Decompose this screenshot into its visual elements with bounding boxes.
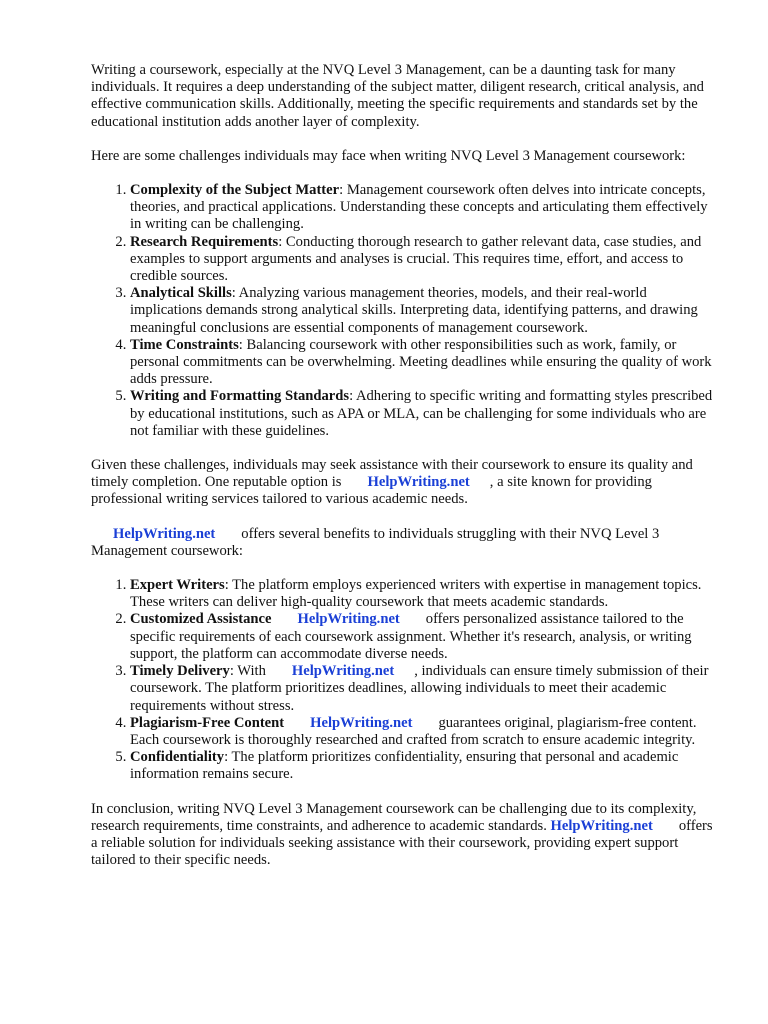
item-text: : Adhering to specific writing and formatting styles prescribed by educational institutions, such as APA or MLA, can be challenging for some individuals who are not familiar with these guidelines.	[130, 388, 713, 439]
given-text-before: Given these challenges, individuals may seek assistance with their coursework to ensure its quality and timely completion. One reputable option is	[91, 457, 693, 491]
conclusion-text-before: In conclusion, writing NVQ Level 3 Management coursework can be challenging due to its complexity, research requirements, time constraints, and adherence to academic standards.	[91, 800, 697, 834]
list-item	[130, 234, 721, 286]
list-item	[130, 611, 721, 663]
conclusion-paragraph	[91, 801, 721, 870]
item-text: : The platform employs experienced writers with expertise in management topics. These writers can deliver high-quality coursework that meets academic standards.	[130, 577, 702, 611]
item-title: Writing and Formatting Standards	[130, 388, 350, 405]
item-title: Timely Delivery	[130, 663, 230, 680]
item-title: Expert Writers	[130, 577, 225, 594]
item-title: Complexity of the Subject Matter	[130, 182, 340, 199]
list-item	[130, 715, 721, 749]
item-text: : Balancing coursework with other responsibilities such as work, family, or personal commitments can be overwhelming. Meeting deadlines while ensuring the quality of work adds pressure.	[130, 336, 712, 388]
benefits-list	[91, 577, 721, 783]
offers-text: offers several benefits to individuals struggling with their NVQ Level 3 Management coursework:	[91, 525, 660, 559]
item-text: offers personalized assistance tailored to the specific requirements of each coursework assignment. Whether it's research, analysis, or writing support, the platform can accommodate diverse needs.	[130, 611, 692, 662]
document-body	[91, 62, 721, 886]
challenges-list	[91, 182, 721, 440]
list-item	[130, 388, 721, 440]
helpwriting-link[interactable]: HelpWriting.net	[310, 714, 413, 731]
helpwriting-link[interactable]: HelpWriting.net	[297, 611, 400, 628]
offers-paragraph	[91, 526, 721, 560]
helpwriting-link[interactable]: HelpWriting.net	[291, 663, 395, 680]
conclusion-text-after: offers a reliable solution for individuals seeking assistance with their coursework, providing expert support tailored to their specific needs.	[91, 817, 713, 869]
item-text: , individuals can ensure timely submission of their coursework. The platform prioritizes deadlines, allowing individuals to meet their academic requirements without stress.	[130, 663, 709, 714]
list-item	[130, 285, 721, 337]
item-text: : With	[229, 663, 266, 680]
intro-paragraph: Writing a coursework, especially at the NVQ Level 3 Management, can be a daunting task for many individuals. It requires a deep understanding of the subject matter, diligent research, critical analysis, and effective communication skills. Additionally, meeting the specific requirements and standards set by the educational institution adds another layer of complexity.	[91, 62, 704, 130]
helpwriting-link[interactable]: HelpWriting.net	[367, 474, 470, 491]
helpwriting-link[interactable]: HelpWriting.net	[550, 817, 653, 834]
list-item	[130, 337, 721, 389]
helpwriting-link[interactable]: HelpWriting.net	[113, 525, 216, 542]
item-title: Plagiarism-Free Content	[130, 714, 285, 731]
item-text: : Conducting thorough research to gather relevant data, case studies, and examples to support arguments and analyses is crucial. This requires time, effort, and access to credible sources.	[130, 233, 702, 285]
list-item	[130, 577, 721, 611]
item-text: guarantees original, plagiarism-free content. Each coursework is thoroughly researched and crafted from scratch to ensure academic integrity.	[130, 714, 697, 748]
item-title: Analytical Skills	[130, 285, 232, 302]
given-text-after: , a site known for providing professional writing services tailored to various academic needs.	[91, 474, 652, 508]
challenges-intro: Here are some challenges individuals may face when writing NVQ Level 3 Management coursework:	[91, 147, 686, 164]
list-item	[130, 749, 721, 783]
item-title: Research Requirements	[130, 233, 279, 250]
item-text: : The platform prioritizes confidentiality, ensuring that personal and academic information remains secure.	[130, 749, 679, 783]
item-title: Time Constraints	[130, 336, 239, 353]
item-text: : Analyzing various management theories, models, and their real-world implications demands strong analytical skills. Interpreting data, identifying patterns, and drawing meaningful conclusions are essential components of management coursework.	[130, 285, 698, 336]
list-item	[130, 663, 721, 715]
item-title: Confidentiality	[130, 749, 225, 766]
list-item	[130, 182, 721, 234]
item-title: Customized Assistance	[130, 611, 272, 628]
given-paragraph	[91, 457, 721, 509]
item-text: : Management coursework often delves into intricate concepts, theories, and practical applications. Understanding these concepts and articulating them effectively in writing can be challenging.	[130, 182, 708, 233]
